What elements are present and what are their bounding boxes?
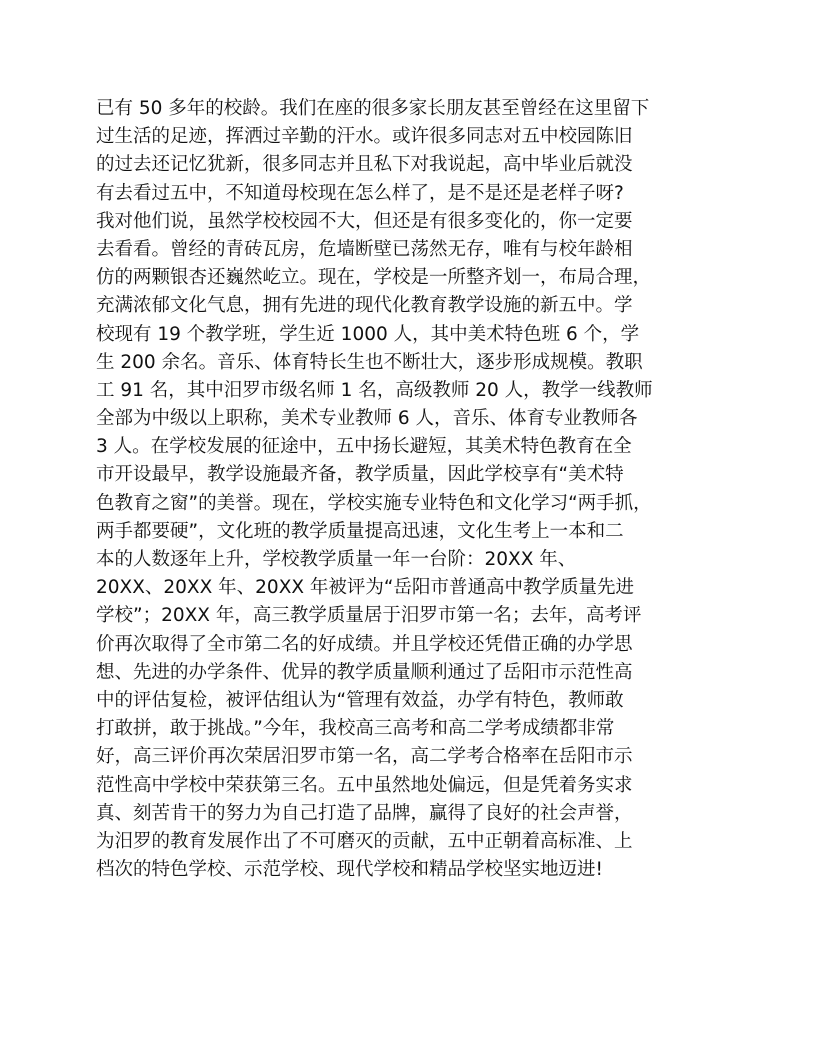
text-line: 已有 50 多年的校龄。我们在座的很多家长朋友甚至曾经在这里留下 bbox=[96, 98, 650, 119]
text-line: 过生活的足迹，挥洒过辛勤的汗水。或许很多同志对五中校园陈旧 bbox=[96, 126, 633, 148]
text-line: 本的人数逐年上升，学校教学质量一年一台阶：20XX 年、 bbox=[96, 549, 577, 570]
text-line: 3 人。在学校发展的征途中，五中扬长避短，其美术特色教育在全 bbox=[96, 436, 632, 458]
text-line: 为汨罗的教育发展作出了不可磨灭的贡献，五中正朝着高标准、上 bbox=[96, 830, 633, 852]
text-line: 中的评估复检，被评估组认为“管理有效益，办学有特色，教师敢 bbox=[96, 689, 624, 711]
text-line: 学校”；20XX 年，高三教学质量居于汨罗市第一名；去年，高考评 bbox=[96, 605, 642, 627]
text-line: 充满浓郁文化气息，拥有先进的现代化教育教学设施的新五中。学 bbox=[96, 295, 633, 317]
text-line: 20XX、20XX 年、20XX 年被评为“岳阳市普通高中教学质量先进 bbox=[96, 577, 635, 599]
text-line: 去看看。曾经的青砖瓦房，危墙断壁已荡然无存，唯有与校年龄相 bbox=[96, 238, 633, 260]
text-line: 真、刻苦肯干的努力为自己打造了品牌，赢得了良好的社会声誉， bbox=[96, 802, 633, 824]
text-line: 两手都要硬”，文化班的教学质量提高迅速，文化生考上一本和二 bbox=[96, 520, 624, 542]
text-line: 生 200 余名。音乐、体育特长生也不断壮大，逐步形成规模。教职 bbox=[96, 351, 643, 373]
text-line: 工 91 名，其中汨罗市级名师 1 名，高级教师 20 人，教学一线教师 bbox=[96, 379, 653, 401]
body-paragraph bbox=[96, 95, 732, 884]
text-line: 色教育之窗”的美誉。现在，学校实施专业特色和文化学习“两手抓， bbox=[96, 492, 652, 514]
text-line: 范性高中学校中荣获第三名。五中虽然地处偏远，但是凭着务实求 bbox=[96, 774, 633, 796]
text-line: 校现有 19 个教学班，学生近 1000 人，其中美术特色班 6 个，学 bbox=[96, 323, 640, 345]
text-line: 市开设最早，教学设施最齐备，教学质量，因此学校享有“美术特 bbox=[96, 464, 624, 486]
text-line: 有去看过五中，不知道母校现在怎么样了，是不是还是老样子呀? bbox=[96, 182, 624, 204]
text-line: 档次的特色学校、示范学校、现代学校和精品学校坚实地迈进! bbox=[96, 859, 603, 881]
text-line: 仿的两颗银杏还巍然屹立。现在，学校是一所整齐划一，布局合理， bbox=[96, 267, 652, 289]
text-line: 的过去还记忆犹新，很多同志并且私下对我说起，高中毕业后就没 bbox=[96, 154, 633, 176]
text-line: 价再次取得了全市第二名的好成绩。并且学校还凭借正确的办学思 bbox=[96, 633, 633, 655]
text-line: 打敢拼，敢于挑战。”今年，我校高三高考和高二学考成绩都非常 bbox=[96, 718, 615, 740]
text-line: 全部为中级以上职称，美术专业教师 6 人，音乐、体育专业教师各 bbox=[96, 408, 638, 430]
text-line: 我对他们说，虽然学校校园不大，但还是有很多变化的，你一定要 bbox=[96, 210, 633, 232]
text-line: 好，高三评价再次荣居汨罗市第一名，高二学考合格率在岳阳市示 bbox=[96, 746, 633, 768]
text-line: 想、先进的办学条件、优异的教学质量顺利通过了岳阳市示范性高 bbox=[96, 661, 633, 683]
